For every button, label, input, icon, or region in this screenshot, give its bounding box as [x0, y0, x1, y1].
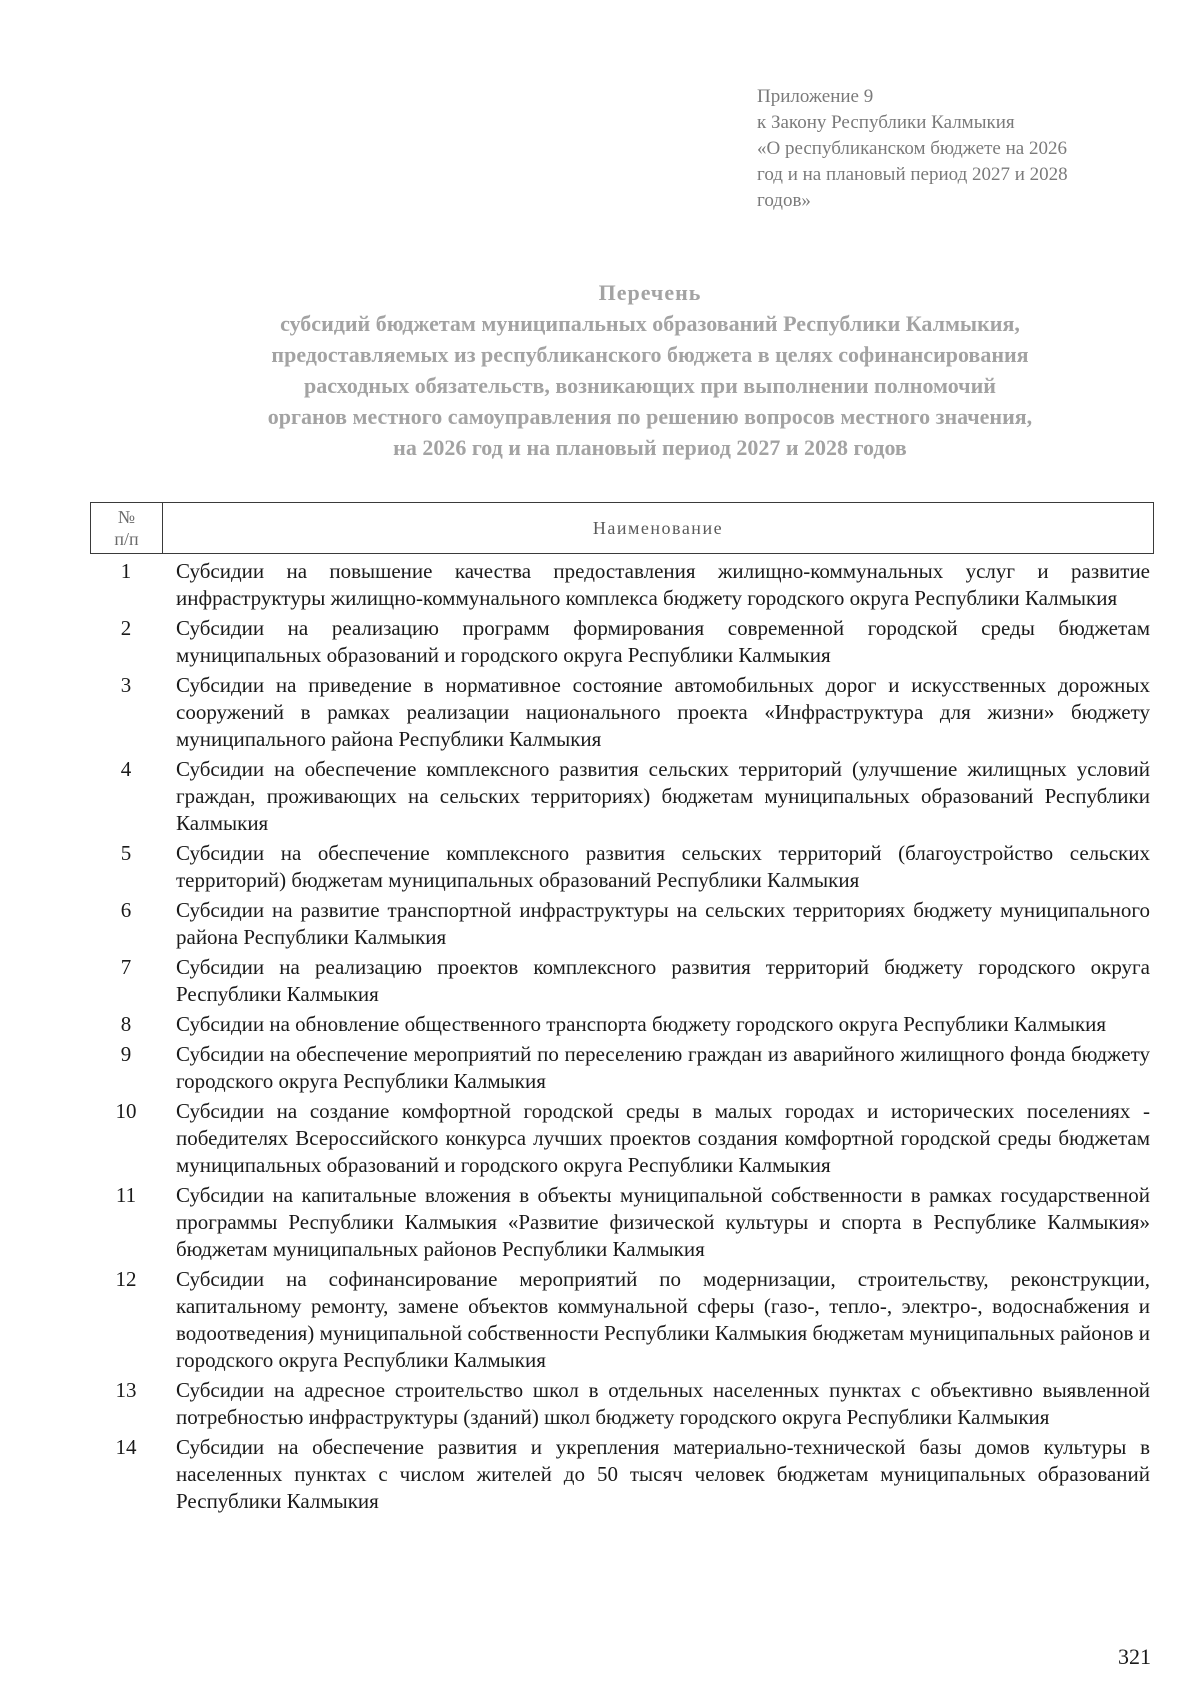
row-text: Субсидии на обеспечение мероприятий по переселению граждан из аварийного жилищного фонда бюджету городского округа Республики Калмыкия: [176, 1042, 1150, 1093]
page-number: 321: [1118, 1644, 1151, 1669]
row-number: 8: [120, 1012, 132, 1036]
title-line: субсидий бюджетам муниципальных образований Республики Калмыкия,: [280, 311, 1020, 336]
table-row: [90, 672, 1154, 753]
row-text: Субсидии на обновление общественного транспорта бюджету городского округа Республики Калмыкия: [176, 1012, 1107, 1036]
row-number: 1: [120, 559, 132, 583]
table-row: [90, 1377, 1154, 1431]
subsidies-list: [90, 558, 1154, 1518]
table-row: [90, 897, 1154, 951]
row-text: Субсидии на приведение в нормативное состояние автомобильных дорог и искусственных дорожных сооружений в рамках реализации национального проекта «Инфраструктура для жизни» бюджету муниципального района Республики Калмыкия: [176, 673, 1150, 751]
table-row: [90, 615, 1154, 669]
document-title: [110, 277, 1190, 463]
table-row: [90, 558, 1154, 612]
appendix-line: годов»: [757, 190, 811, 211]
row-text: Субсидии на повышение качества предоставления жилищно-коммунальных услуг и развитие инфраструктуры жилищно-коммунального комплекса бюджету городского округа Республики Калмыкия: [176, 559, 1150, 610]
row-text: Субсидии на обеспечение развития и укрепления материально-технической базы домов культуры в населенных пунктах с числом жителей до 50 тысяч человек бюджетам муниципальных образований Республики Калмыкия: [176, 1435, 1150, 1513]
row-number: 12: [115, 1267, 137, 1291]
row-text: Субсидии на капитальные вложения в объекты муниципальной собственности в рамках государственной программы Республики Калмыкия «Развитие физической культуры и спорта в Республике Калмыкия» бюджетам муниципальных районов Республики Калмыкия: [176, 1183, 1150, 1261]
row-number: 10: [115, 1099, 137, 1123]
row-number: 9: [120, 1042, 132, 1066]
row-number: 3: [120, 673, 132, 697]
header-number-abbr: п/п: [114, 529, 139, 549]
table-row: [90, 1266, 1154, 1374]
row-number: 4: [120, 757, 132, 781]
table-row: [90, 1041, 1154, 1095]
table-row: [90, 1098, 1154, 1179]
row-number: 7: [120, 955, 132, 979]
appendix-line: Приложение 9: [757, 86, 874, 107]
row-text: Субсидии на создание комфортной городской среды в малых городах и исторических поселениях - победителях Всероссийского конкурса лучших проектов создания комфортной городской среды бюджетам муниципальных образований и городского округа Республики Калмыкия: [176, 1099, 1150, 1177]
header-name-column: Наименование: [592, 518, 724, 538]
table-row: [90, 1011, 1154, 1038]
appendix-line: к Закону Республики Калмыкия: [757, 112, 1015, 133]
row-number: 11: [115, 1183, 137, 1207]
table-row: [90, 1182, 1154, 1263]
row-text: Субсидии на адресное строительство школ в отдельных населенных пунктах с объективно выявленной потребностью инфраструктуры (зданий) школ бюджету городского округа Республики Калмыкия: [176, 1378, 1150, 1429]
title-line: на 2026 год и на плановый период 2027 и 2028 годов: [393, 435, 907, 460]
row-number: 5: [120, 841, 132, 865]
title-line: органов местного самоуправления по решению вопросов местного значения,: [267, 404, 1033, 429]
table-row: [90, 1434, 1154, 1515]
row-text: Субсидии на реализацию проектов комплексного развития территорий бюджету городского округа Республики Калмыкия: [176, 955, 1150, 1006]
title-line: расходных обязательств, возникающих при выполнении полномочий: [304, 373, 996, 398]
row-text: Субсидии на софинансирование мероприятий по модернизации, строительству, реконструкции, капитальному ремонту, замене объектов коммунальной сферы (газо-, тепло-, электро-, водоснабжения и водоотведения) муниципальной собственности Республики Калмыкия бюджетам муниципальных районов и городского округа Республики Калмыкия: [176, 1267, 1150, 1372]
table-row: [90, 840, 1154, 894]
row-number: 2: [120, 616, 132, 640]
appendix-line: «О республиканском бюджете на 2026: [757, 138, 1067, 159]
title-line: предоставляемых из республиканского бюджета в целях софинансирования: [271, 342, 1029, 367]
row-text: Субсидии на развитие транспортной инфраструктуры на сельских территориях бюджету муниципального района Республики Калмыкия: [176, 898, 1150, 949]
row-text: Субсидии на обеспечение комплексного развития сельских территорий (улучшение жилищных условий граждан, проживающих на сельских территориях) бюджетам муниципальных образований Республики Калмыкия: [176, 757, 1150, 835]
table-header: [90, 502, 1154, 554]
row-text: Субсидии на обеспечение комплексного развития сельских территорий (благоустройство сельских территорий) бюджетам муниципальных образований Республики Калмыкия: [176, 841, 1150, 892]
title-heading: Перечень: [598, 280, 702, 305]
row-number: 14: [115, 1435, 137, 1459]
header-number-column: [91, 503, 163, 553]
header-number-sign: №: [117, 507, 136, 527]
table-row: [90, 954, 1154, 1008]
row-number: 13: [115, 1378, 137, 1402]
appendix-note: [757, 84, 1177, 214]
appendix-line: год и на плановый период 2027 и 2028: [757, 164, 1068, 185]
row-text: Субсидии на реализацию программ формирования современной городской среды бюджетам муниципальных образований и городского округа Республики Калмыкия: [176, 616, 1150, 667]
table-row: [90, 756, 1154, 837]
row-number: 6: [120, 898, 132, 922]
